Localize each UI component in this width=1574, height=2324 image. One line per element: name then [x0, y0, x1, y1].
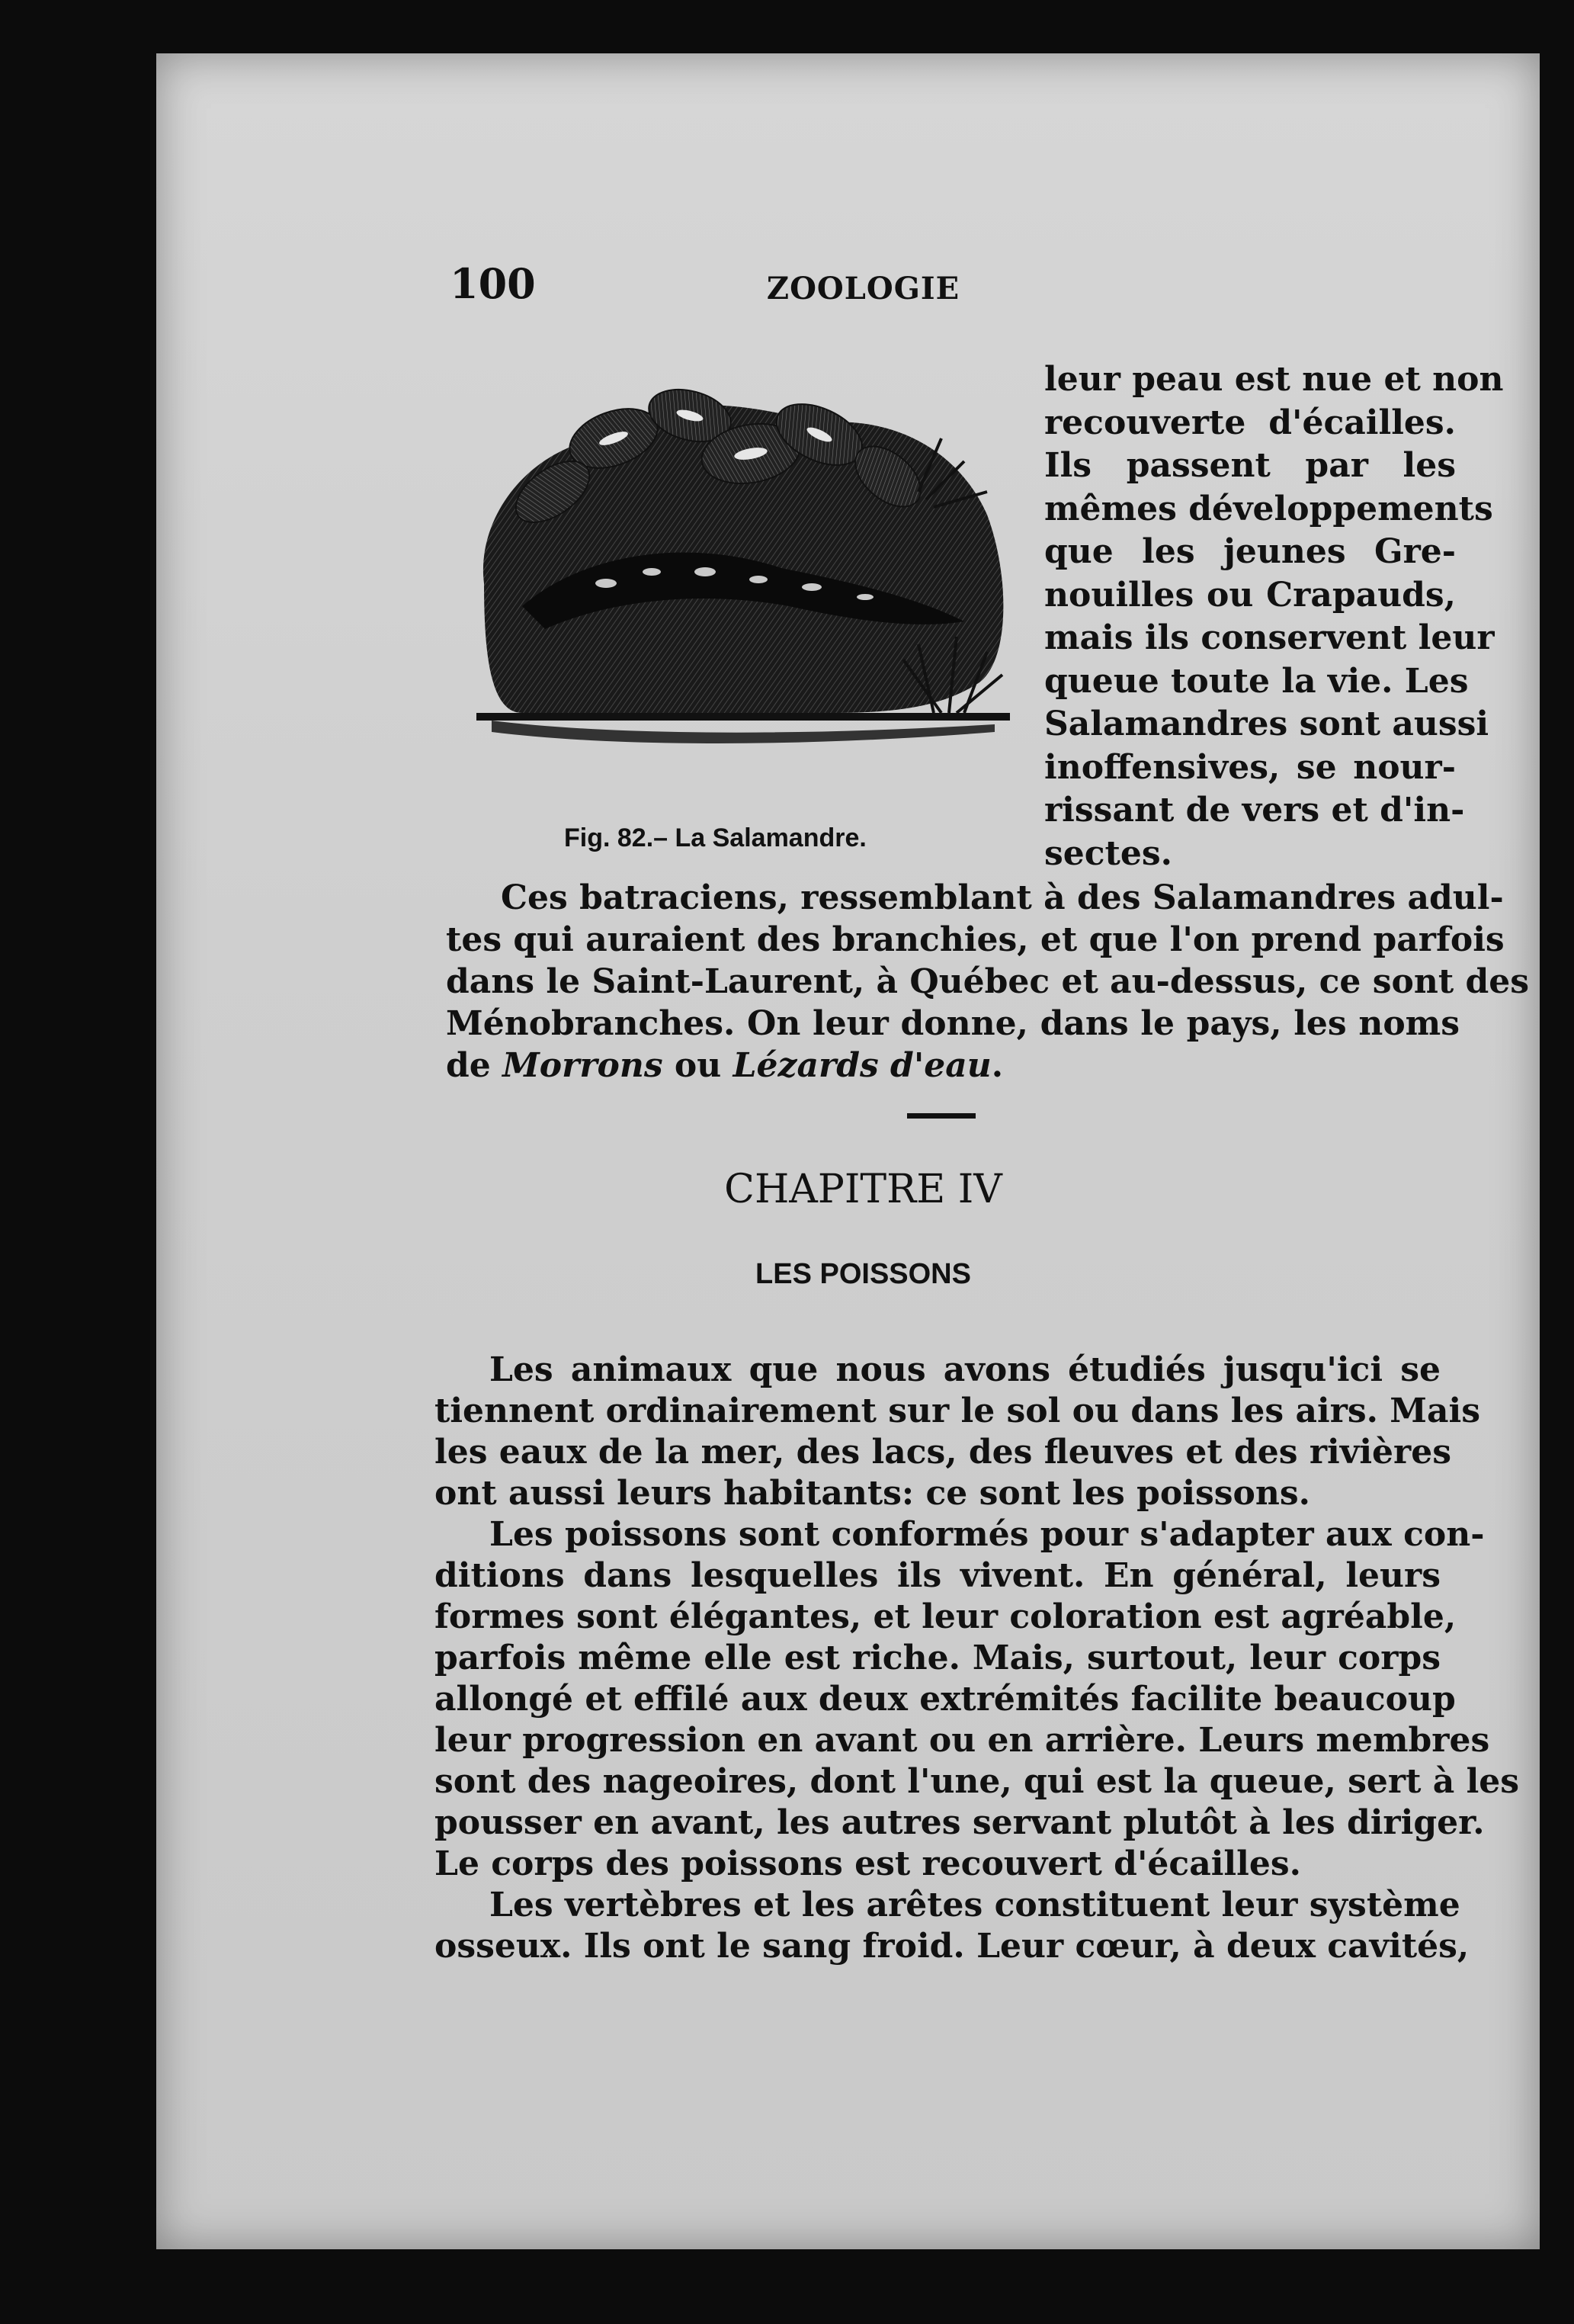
text-line: mêmes développements [1044, 489, 1493, 528]
text-line: Salamandres sont aussi [1044, 705, 1489, 743]
text-line: osseux. Ils ont le sang froid. Leur cœur, à deux cavités, [434, 1927, 1470, 1966]
section-title: LES POISSONS [755, 1258, 971, 1290]
text-line: dans le Saint-Laurent, à Québec et au-dessus, ce sont des [446, 962, 1530, 1001]
text-line: formes sont élégantes, et leur coloration est agréable, [434, 1597, 1457, 1636]
text-line: tes qui auraient des branchies, et que l'on prend parfois [446, 920, 1505, 959]
running-title: ZOOLOGIE [766, 271, 960, 307]
body-text [434, 1350, 1520, 1967]
chapter-title: CHAPITRE IV [724, 1167, 1002, 1212]
page-number: 100 [450, 259, 536, 308]
term-morrons: Morrons [502, 1046, 663, 1085]
text-line: parfois même elle est riche. Mais, surtout, leur corps [434, 1639, 1441, 1677]
text-line: queue toute la vie. Les [1044, 661, 1469, 701]
text-line: inoffensives, se nour- [1044, 747, 1456, 787]
text-line: Les poissons sont conformés pour s'adapter aux con- [489, 1515, 1485, 1554]
text-line: mais ils conservent leur [1044, 618, 1495, 657]
text-line: tiennent ordinairement sur le sol ou dans les airs. Mais [434, 1392, 1480, 1430]
text-line: rissant de vers et d'in- [1044, 791, 1465, 830]
salamander-illustration [461, 355, 1033, 797]
text-line: Les animaux que nous avons étudiés jusqu'ici se [489, 1350, 1441, 1389]
text-line: Ils passent par les [1044, 446, 1456, 485]
figure-caption: Fig. 82.– La Salamandre. [564, 823, 867, 852]
text-line: pousser en avant, les autres servant plutôt à les diriger. [434, 1803, 1485, 1842]
paragraph-menobranches [446, 877, 1530, 1087]
text-line: Les vertèbres et les arêtes constituent leur système [489, 1886, 1460, 1924]
text-line: Ménobranches. On leur donne, dans le pays, les noms [446, 1004, 1460, 1043]
book-page [156, 53, 1540, 2249]
text-line: sectes. [1044, 833, 1172, 873]
text-line: ont aussi leurs habitants: ce sont les poissons. [434, 1474, 1310, 1513]
text-line: de Morrons ou Lézards d'eau. [446, 1046, 1004, 1085]
text-line: Ces batraciens, ressemblant à des Salamandres adul- [501, 878, 1504, 917]
side-text-column [1044, 358, 1504, 875]
text-line: leur peau est nue et non [1044, 360, 1504, 399]
text-line: les eaux de la mer, des lacs, des fleuves et des rivières [434, 1433, 1451, 1472]
text-line: leur progression en avant ou en arrière. Leurs membres [434, 1721, 1490, 1760]
text-line: nouilles ou Crapauds, [1044, 575, 1456, 615]
text-line: Le corps des poissons est recouvert d'écailles. [434, 1844, 1301, 1883]
text-line: que les jeunes Gre- [1044, 532, 1456, 571]
text-line: recouverte d'écailles. [1044, 403, 1456, 442]
text-line: ditions dans lesquelles ils vivent. En général, leurs [434, 1556, 1441, 1595]
section-divider [907, 1113, 976, 1119]
term-lezards: Lézards d'eau [733, 1046, 992, 1085]
text-line: allongé et effilé aux deux extrémités facilite beaucoup [434, 1680, 1456, 1719]
text-line: sont des nageoires, dont l'une, qui est la queue, sert à les [434, 1762, 1520, 1801]
